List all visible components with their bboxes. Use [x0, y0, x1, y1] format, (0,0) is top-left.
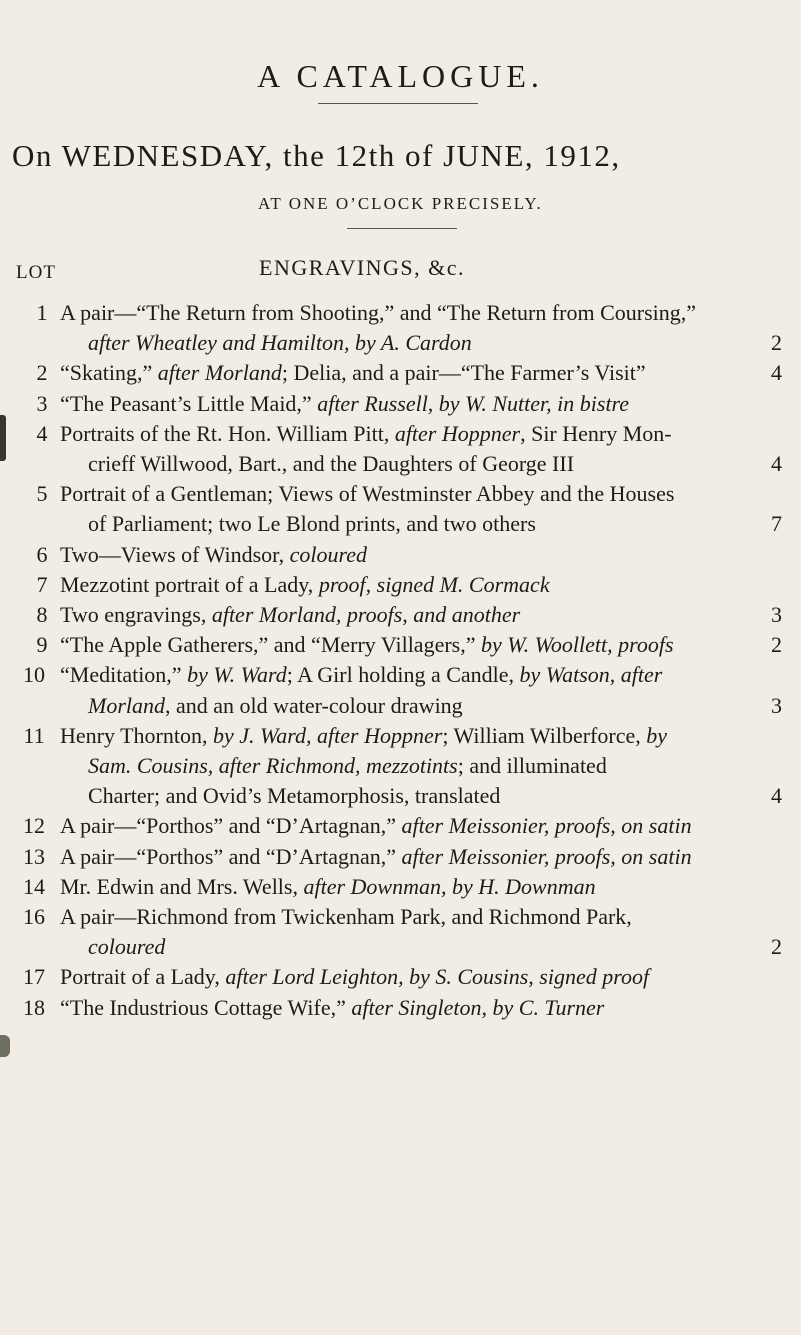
lot-quantity: 2: [771, 934, 782, 960]
lot-description-line: [60, 298, 782, 328]
lot-number: 5: [36, 481, 48, 507]
lot-description-line: [60, 660, 782, 690]
lot-description: Portrait of a Lady, after Lord Leighton, by S. Cousins, signed proof: [60, 964, 650, 990]
lot-description: Portraits of the Rt. Hon. William Pitt, after Hoppner, Sir Henry Mon-: [60, 420, 672, 446]
lot-description: Sam. Cousins, after Richmond, mezzotints; and illuminated: [88, 753, 607, 779]
lot-entry: [0, 540, 801, 570]
lot-description: “The Industrious Cottage Wife,” after Singleton, by C. Turner: [60, 994, 605, 1020]
lot-entry: [0, 811, 801, 841]
lot-number: 8: [36, 602, 48, 628]
lot-quantity: 7: [771, 511, 782, 537]
lot-number: 18: [23, 994, 45, 1020]
lot-number: 17: [23, 964, 45, 990]
lot-description: Two—Views of Windsor, coloured: [60, 541, 368, 567]
lot-description-line: [60, 630, 782, 660]
lot-description: after Wheatley and Hamilton, by A. Cardon: [88, 330, 472, 356]
lot-column-heading: LOT: [16, 262, 56, 283]
lot-quantity: 4: [771, 360, 782, 386]
lot-number: 16: [23, 904, 45, 930]
lot-entry: [0, 902, 801, 962]
lot-description-line: [60, 721, 782, 751]
lot-entry: [0, 358, 801, 388]
lot-description: Two engravings, after Morland, proofs, and another: [60, 602, 521, 628]
lot-description-line: [88, 328, 782, 358]
lot-description-line: [60, 479, 782, 509]
lot-description-line: [60, 540, 782, 570]
lot-quantity: 3: [771, 692, 782, 718]
lot-description: “Meditation,” by W. Ward; A Girl holding a Candle, by Watson, after: [60, 662, 663, 688]
sale-time: AT ONE O’CLOCK PRECISELY.: [258, 194, 543, 213]
lot-description: “The Peasant’s Little Maid,” after Russell, by W. Nutter, in bistre: [60, 390, 630, 416]
lot-description: “The Apple Gatherers,” and “Merry Villagers,” by W. Woollett, proofs: [60, 632, 674, 658]
lot-description-line: [60, 872, 782, 902]
lot-number: 11: [23, 722, 45, 748]
lot-number: 4: [36, 420, 48, 446]
lot-number: 7: [36, 571, 48, 597]
lot-description-line: [60, 811, 782, 841]
lot-number: 9: [36, 632, 48, 658]
lot-description: of Parliament; two Le Blond prints, and two others: [88, 511, 536, 537]
lot-description: A pair—“Porthos” and “D’Artagnan,” after Meissonier, proofs, on satin: [60, 843, 692, 869]
lot-number: 12: [23, 813, 45, 839]
lot-description: “Skating,” after Morland; Delia, and a pair—“The Farmer’s Visit”: [60, 360, 646, 386]
lot-description-line: [60, 570, 782, 600]
catalogue-title: A CATALOGUE.: [257, 58, 544, 94]
lot-list: [0, 298, 801, 1023]
sale-date: On WEDNESDAY, the 12th of JUNE, 1912,: [12, 138, 621, 173]
lot-entry: [0, 660, 801, 720]
lot-description: Mezzotint portrait of a Lady, proof, signed M. Cormack: [60, 571, 550, 597]
lot-entry: [0, 842, 801, 872]
lot-entry: [0, 721, 801, 812]
section-heading: ENGRAVINGS, &c.: [259, 255, 466, 280]
lot-entry: [0, 630, 801, 660]
lot-entry: [0, 389, 801, 419]
lot-entry: [0, 962, 801, 992]
lot-description-line: [60, 902, 782, 932]
lot-description-line: [88, 449, 782, 479]
lot-quantity: 3: [771, 602, 782, 628]
lot-entry: [0, 993, 801, 1023]
lot-description-line: [88, 691, 782, 721]
lot-description-line: [88, 751, 782, 781]
lot-entry: [0, 479, 801, 539]
lot-description: Portrait of a Gentleman; Views of Westminster Abbey and the Houses: [60, 481, 675, 507]
lot-description-line: [60, 842, 782, 872]
title-rule: [318, 103, 478, 104]
lot-number: 1: [36, 300, 48, 325]
lot-description: A pair—“Porthos” and “D’Artagnan,” after Meissonier, proofs, on satin: [60, 813, 692, 839]
lot-entry: [0, 570, 801, 600]
lot-description-line: [88, 932, 782, 962]
lot-number: 2: [36, 360, 48, 386]
lot-description: Mr. Edwin and Mrs. Wells, after Downman, by H. Downman: [60, 873, 596, 899]
lot-quantity: 2: [771, 330, 782, 356]
lot-quantity: 2: [771, 632, 782, 658]
lot-description-line: [60, 993, 782, 1023]
lot-description-line: [60, 389, 782, 419]
lot-description-line: [60, 962, 782, 992]
lot-description: A pair—Richmond from Twickenham Park, and Richmond Park,: [60, 904, 632, 930]
lot-description: coloured: [88, 934, 166, 960]
lot-number: 13: [23, 843, 45, 869]
lot-quantity: 4: [771, 783, 782, 809]
lot-description: Henry Thornton, by J. Ward, after Hoppner; William Wilberforce, by: [60, 722, 668, 748]
lot-number: 3: [36, 390, 48, 416]
lot-description: crieff Willwood, Bart., and the Daughters of George III: [88, 451, 575, 477]
lot-entry: [0, 419, 801, 479]
lot-description: A pair—“The Return from Shooting,” and “The Return from Coursing,”: [60, 300, 697, 325]
subheading-rule: [347, 228, 457, 229]
lot-description: Morland, and an old water-colour drawing: [88, 692, 463, 718]
lot-description-line: [60, 358, 782, 388]
binding-mark: [0, 1035, 10, 1057]
lot-entry: [0, 872, 801, 902]
lot-description-line: [60, 600, 782, 630]
lot-number: 10: [23, 662, 45, 688]
lot-entry: [0, 298, 801, 358]
lot-description: Charter; and Ovid’s Metamorphosis, translated: [88, 783, 501, 809]
lot-description-line: [60, 419, 782, 449]
lot-description-line: [88, 509, 782, 539]
lot-entry: [0, 600, 801, 630]
lot-description-line: [88, 781, 782, 811]
lot-number: 6: [36, 541, 48, 567]
lot-number: 14: [23, 873, 45, 899]
lot-quantity: 4: [771, 451, 782, 477]
